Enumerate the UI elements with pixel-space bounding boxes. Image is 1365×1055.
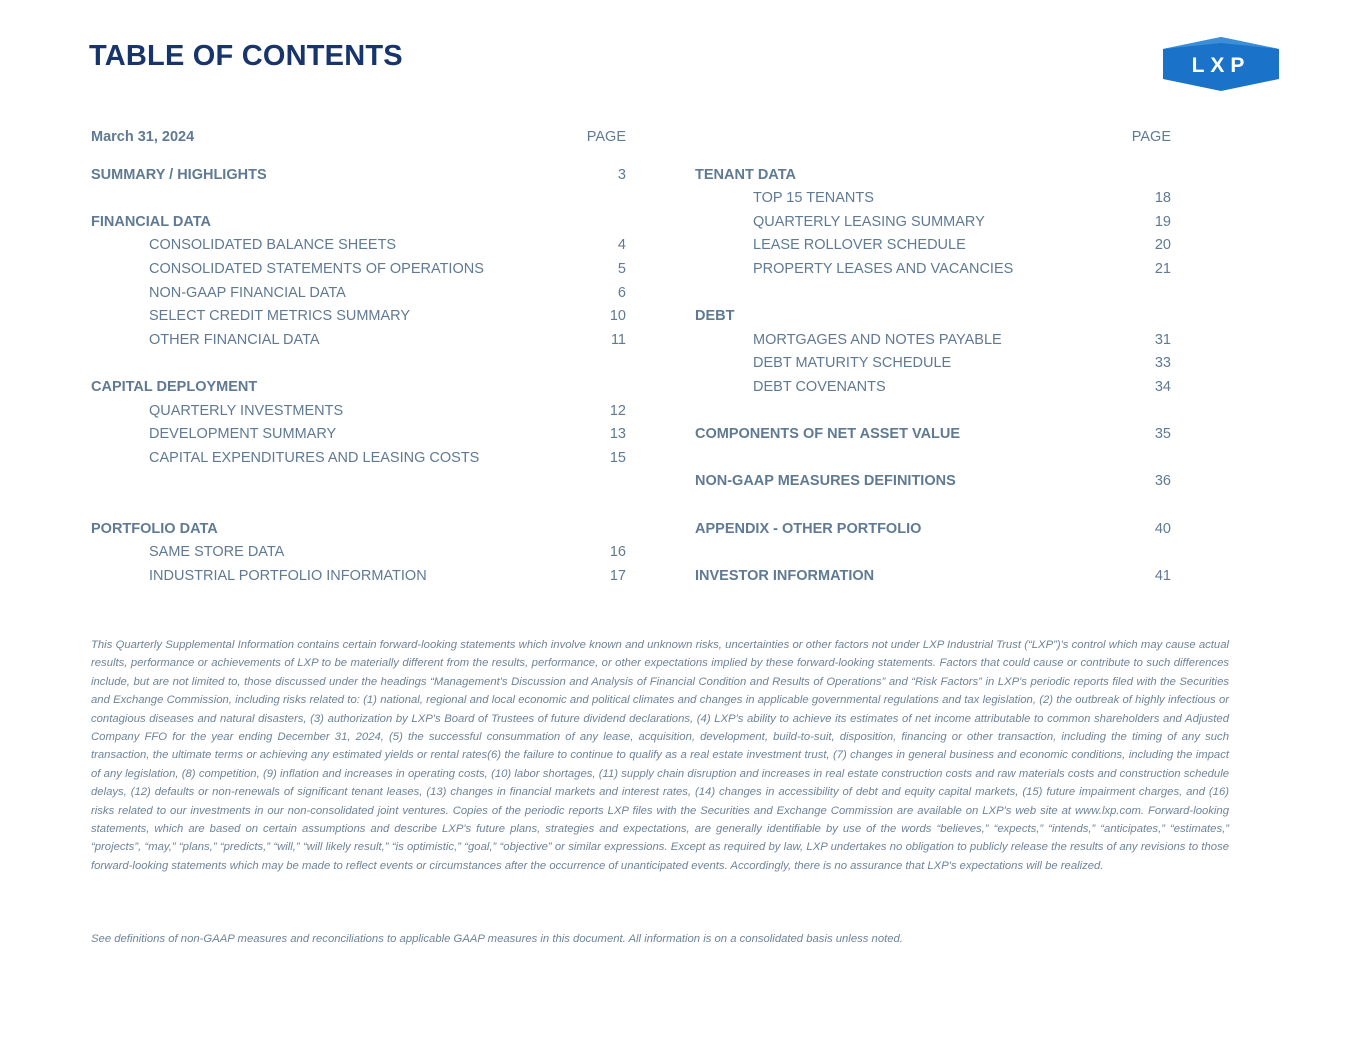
toc-entry-label: CONSOLIDATED STATEMENTS OF OPERATIONS [149, 260, 484, 277]
toc-entry[interactable] [695, 211, 1171, 235]
toc-entry-page: 16 [609, 544, 626, 561]
section-heading-tenant: TENANT DATA [695, 166, 796, 183]
toc-entry-page: 19 [1154, 213, 1171, 230]
toc-entry-label: DEVELOPMENT SUMMARY [149, 426, 337, 443]
toc-entry-page: 10 [609, 308, 626, 325]
page-title: TABLE OF CONTENTS [89, 40, 403, 72]
toc-entry[interactable] [695, 376, 1171, 400]
toc-entry-page: 21 [1154, 260, 1171, 277]
toc-entry[interactable] [91, 329, 626, 353]
toc-entry-page: 11 [610, 331, 626, 348]
toc-entry-label: QUARTERLY INVESTMENTS [149, 402, 344, 419]
toc-entry-label: DEBT MATURITY SCHEDULE [753, 355, 952, 372]
toc-entry-page: 20 [1154, 237, 1171, 254]
toc-entry-label: COMPONENTS OF NET ASSET VALUE [695, 426, 961, 443]
toc-entry-page: 5 [617, 260, 626, 277]
toc-entry[interactable] [91, 565, 626, 589]
toc-entry-page: 4 [617, 237, 626, 254]
toc-entry[interactable] [695, 329, 1171, 353]
section-heading-debt: DEBT [695, 308, 735, 325]
toc-entry-page: 34 [1154, 378, 1171, 395]
toc-entry[interactable] [695, 258, 1171, 282]
toc-entry-summary[interactable] [91, 164, 626, 188]
toc-entry[interactable] [695, 352, 1171, 376]
page-column-header: PAGE [1131, 129, 1171, 145]
lxp-logo [1163, 37, 1279, 91]
toc-entry[interactable] [91, 400, 626, 424]
toc-entry-page: 17 [609, 567, 626, 584]
toc-entry-label: QUARTERLY LEASING SUMMARY [753, 213, 985, 230]
toc-entry-page: 6 [617, 284, 626, 301]
toc-entry-label: TOP 15 TENANTS [753, 190, 874, 207]
toc-entry-net-asset-value[interactable] [695, 423, 1171, 447]
toc-entry-page: 40 [1154, 520, 1171, 537]
toc-left-column [91, 126, 626, 588]
non-gaap-note: See definitions of non-GAAP measures and reconciliations to applicable GAAP measures in this document. All information is on a consolidated basis unless noted. [91, 933, 903, 945]
toc-entry-label: SELECT CREDIT METRICS SUMMARY [149, 308, 411, 325]
toc-entry-page: 15 [609, 449, 626, 466]
toc-entry[interactable] [695, 234, 1171, 258]
toc-entry-label: LEASE ROLLOVER SCHEDULE [753, 237, 966, 254]
toc-entry[interactable] [91, 234, 626, 258]
report-date: March 31, 2024 [91, 129, 195, 145]
toc-entry-label: INDUSTRIAL PORTFOLIO INFORMATION [149, 567, 427, 584]
forward-looking-disclaimer: This Quarterly Supplemental Information contains certain forward-looking statements which involve known and unknown risks, uncertainties or other factors not under LXP Industrial Trust (“LXP”)'s control which may cause actual results, performance or achievements of LXP to be materially different from the results, performance, or other expectations implied by these forward-looking statements. Factors that could cause or contribute to such differences include, but are not limited to, those discussed under the headings “Management's Discussion and Analysis of Financial Condition and Results of Operations” and “Risk Factors” in LXP's periodic reports filed with the Securities and Exchange Commission, including risks related to: (1) national, regional and local economic and political climates and changes in applicable governmental regulations and tax legislation, (2) the outbreak of highly infectious or contagious diseases and natural disasters, (3) authorization by LXP's Board of Trustees of future dividend declarations, (4) LXP's ability to achieve its estimates of net income attributable to common shareholders and Adjusted Company FFO for the year ending December 31, 2024, (5) the successful consummation of any lease, acquisition, development, build-to-suit, disposition, financing or other transaction, including the timing of any such transaction, the ultimate terms or achieving any estimated yields or rental rates(6) the failure to continue to qualify as a real estate investment trust, (7) changes in general business and economic conditions, including the impact of any legislation, (8) competition, (9) inflation and increases in operating costs, (10) labor shortages, (11) supply chain disruption and increases in real estate construction costs and raw materials costs and construction schedule delays, (12) defaults or non-renewals of significant tenant leases, (13) changes in financial markets and interest rates, (14) changes in accessibility of debt and equity capital markets, (15) future impairment charges, and (16) risks related to our investments in our non-consolidated joint ventures. Copies of the periodic reports LXP files with the Securities and Exchange Commission are available on LXP's web site at www.lxp.com. Forward-looking statements, which are based on certain assumptions and describe LXP's future plans, strategies and expectations, are generally identifiable by use of the words “believes,” “expects,” “intends,” “anticipates,” “estimates,” “projects”, “may,” “plans,” “predicts,” “will,” “will likely result,” “is optimistic,” “goal,” “objective” or similar expressions. Except as required by law, LXP undertakes no obligation to publicly release the results of any revisions to those forward-looking statements which may be made to reflect events or circumstances after the occurrence of unanticipated events. Accordingly, there is no assurance that LXP's expectations will be realized. [91, 639, 1229, 872]
toc-entry[interactable] [91, 282, 626, 306]
toc-entry-page: 41 [1154, 567, 1171, 584]
toc-entry-page: 35 [1154, 426, 1171, 443]
toc-entry[interactable] [91, 258, 626, 282]
toc-entry-label: INVESTOR INFORMATION [695, 567, 875, 584]
toc-entry[interactable] [91, 305, 626, 329]
toc-entry-page: 12 [609, 402, 626, 419]
toc-entry-non-gaap-definitions[interactable] [695, 470, 1171, 494]
toc-entry-label: PROPERTY LEASES AND VACANCIES [753, 260, 1014, 277]
toc-entry-page: 36 [1154, 473, 1171, 490]
toc-entry-page: 18 [1154, 190, 1171, 207]
section-heading-portfolio: PORTFOLIO DATA [91, 520, 218, 537]
toc-entry-appendix[interactable] [695, 518, 1171, 542]
toc-entry-page: 33 [1154, 355, 1171, 372]
toc-entry-page: 13 [609, 426, 626, 443]
toc-entry-investor-information[interactable] [695, 565, 1171, 589]
toc-entry-label: NON-GAAP MEASURES DEFINITIONS [695, 473, 956, 490]
toc-entry-label: CAPITAL EXPENDITURES AND LEASING COSTS [149, 449, 480, 466]
toc-entry[interactable] [91, 447, 626, 471]
toc-entry-label: APPENDIX - OTHER PORTFOLIO [695, 520, 922, 537]
toc-entry-label: MORTGAGES AND NOTES PAYABLE [753, 331, 1002, 348]
toc-entry-label: CONSOLIDATED BALANCE SHEETS [149, 237, 397, 254]
toc-entry-label: OTHER FINANCIAL DATA [149, 331, 320, 348]
toc-header-row [91, 126, 626, 150]
page-column-header: PAGE [586, 129, 626, 145]
section-heading-financial: FINANCIAL DATA [91, 213, 212, 230]
toc-entry-label: DEBT COVENANTS [753, 378, 886, 395]
toc-header-row [695, 126, 1171, 150]
toc-entry-page: 3 [617, 166, 626, 183]
toc-right-column [695, 126, 1171, 588]
logo-text: LXP [1191, 54, 1251, 77]
toc-entry[interactable] [91, 541, 626, 565]
toc-entry-page: 31 [1154, 331, 1171, 348]
toc-entry[interactable] [695, 187, 1171, 211]
section-heading-capital: CAPITAL DEPLOYMENT [91, 378, 258, 395]
toc-entry[interactable] [91, 423, 626, 447]
toc-entry-label: SUMMARY / HIGHLIGHTS [91, 166, 267, 183]
toc-entry-label: NON-GAAP FINANCIAL DATA [149, 284, 346, 301]
toc-entry-label: SAME STORE DATA [149, 544, 285, 561]
